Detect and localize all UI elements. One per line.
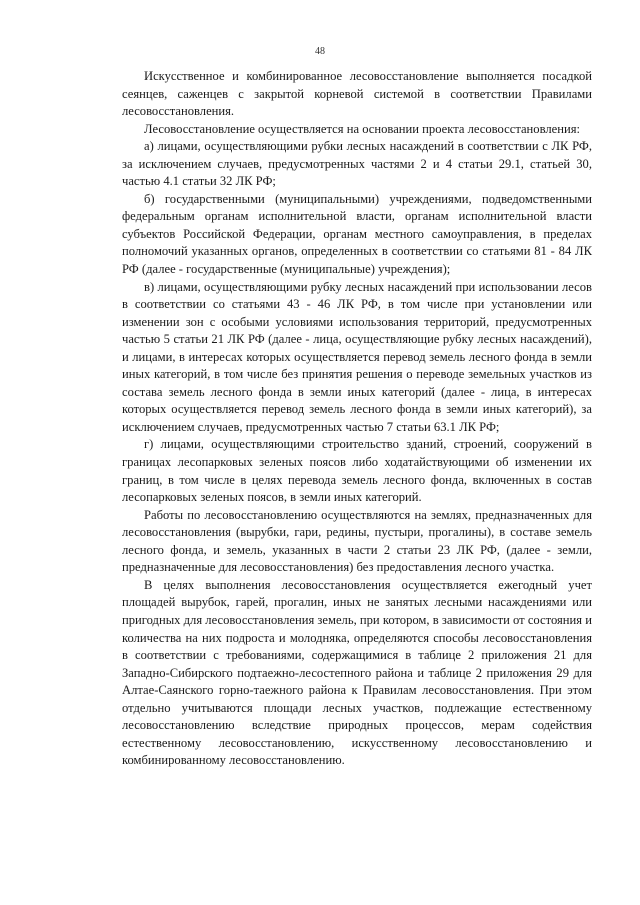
page-number: 48 bbox=[315, 46, 325, 57]
paragraph-item-v: в) лицами, осуществляющими рубку лесных насаждений при использовании лесов в соответствии со статьями 43 - 46 ЛК РФ, в том числе при установлении или изменении зон с особыми условиями использования территорий, предусмотренных частью 5 статьи 21 ЛК РФ (далее - лица, осуществляющие рубку лесных насаждений), и лицами, в интересах которых осуществляется перевод земель лесного фонда в земли иных категорий, в том числе без принятия решения о переводе земельных участков из состава земель лесного фонда в земли иных категорий (далее - лица, в интересах которых осуществляется перевод земель лесного фонда в земли иных категорий), за исключением случаев, предусмотренных частью 7 статьи 63.1 ЛК РФ; bbox=[122, 279, 592, 434]
paragraph-reforestation-methods: Искусственное и комбинированное лесовосстановление выполняется посадкой сеянцев, саженцев с закрытой корневой системой в соответствии Правилами лесовосстановления. bbox=[122, 69, 592, 119]
paragraph-item-b: б) государственными (муниципальными) учреждениями, подведомственными федеральным органам исполнительной власти, органам исполнительной власти субъектов Российской Федерации, органам местного самоуправления, в пределах полномочий указанных органов, определенных в соответствии со статьями 81 - 84 ЛК РФ (далее - государственные (муниципальные) учреждения); bbox=[122, 191, 592, 277]
paragraph-item-a: а) лицами, осуществляющими рубки лесных насаждений в соответствии с ЛК РФ, за исключением случаев, предусмотренных частями 2 и 4 статьи 29.1, статьей 30, частью 4.1 статьи 32 ЛК РФ; bbox=[122, 139, 592, 189]
paragraph-project-basis: Лесовосстановление осуществляется на основании проекта лесовосстановления: bbox=[144, 121, 581, 136]
paragraph-works-on-lands: Работы по лесовосстановлению осуществляются на землях, предназначенных для лесовосстановления (вырубки, гари, редины, пустыри, прогалины), в составе земель лесного фонда, и земель, указанных в части 2 статьи 23 ЛК РФ, (далее - земли, предназначенные для лесовосстановления) без предоставления лесного участка. bbox=[122, 507, 592, 575]
paragraph-item-g: г) лицами, осуществляющими строительство зданий, строений, сооружений в границах лесопарковых зеленых поясов либо ходатайствующими об изменении их границ, в том числе в целях перевода земель лесного фонда, включенных в состав лесопарковых зеленых поясов, в земли иных категорий. bbox=[122, 437, 592, 505]
paragraph-annual-accounting: В целях выполнения лесовосстановления осуществляется ежегодный учет площадей вырубок, гарей, прогалин, иных не занятых лесными насаждениями или пригодных для лесовосстановления земель, при котором, в зависимости от состояния и количества на них подроста и молодняка, определяются способы лесовосстановления в соответствии с требованиями, содержащимися в таблице 2 приложения 21 для Западно-Сибирского подтаежно-лесостепного района и таблице 2 приложения 29 для Алтае-Саянского горно-таежного района к Правилам лесовосстановления. При этом отдельно учитываются площади лесных участков, подлежащие естественному лесовосстановлению вследствие природных процессов, мерам содействия естественному лесовосстановлению, искусственному лесовосстановлению и комбинированному лесовосстановлению. bbox=[122, 577, 592, 768]
body-text bbox=[122, 68, 592, 770]
